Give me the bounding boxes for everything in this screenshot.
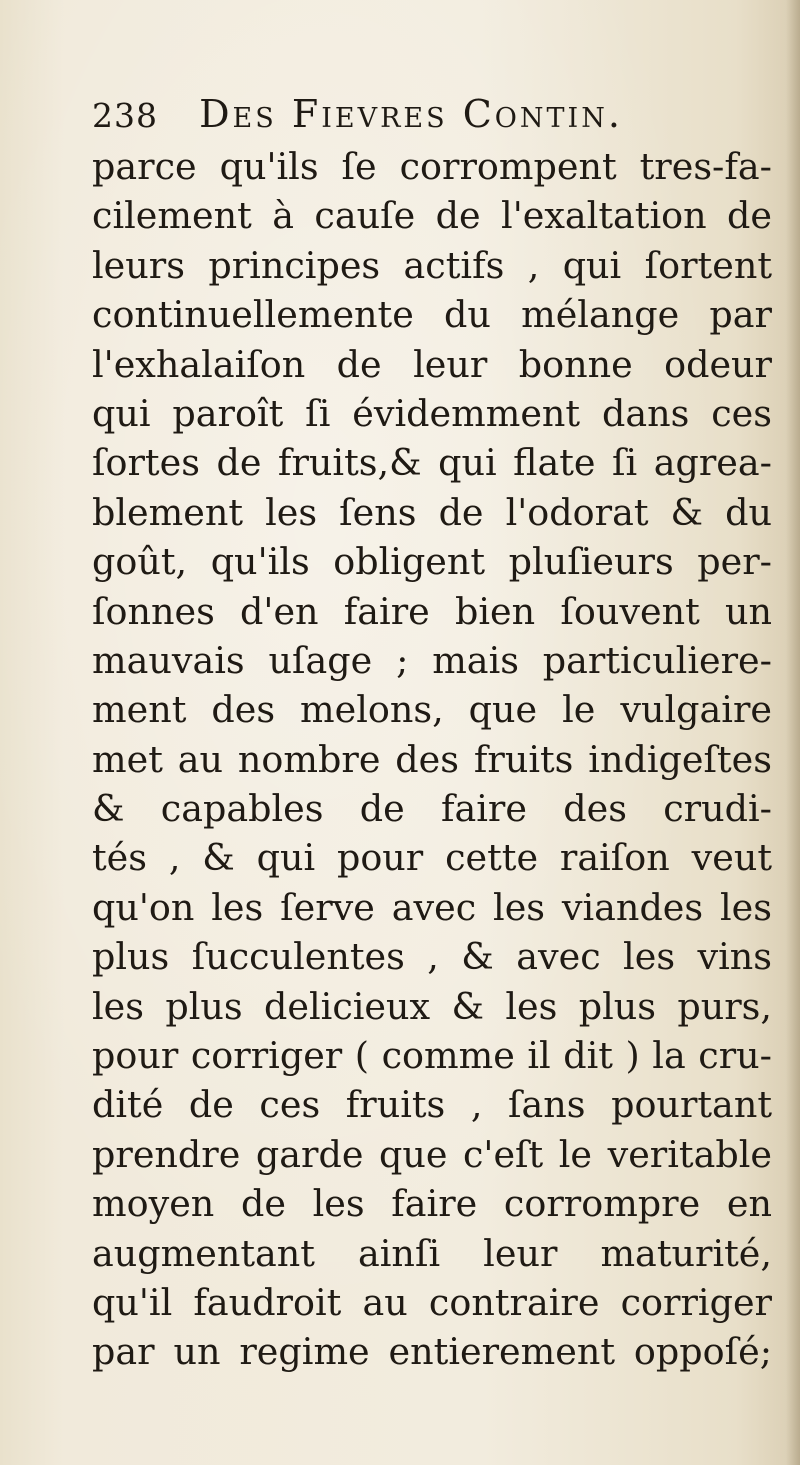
text-line: continuellemente du mélange par	[92, 293, 772, 337]
running-head	[92, 92, 732, 144]
text-line: l'exhalaiſon de leur bonne odeur	[92, 342, 772, 386]
body-text	[92, 142, 772, 1377]
text-line: tés , & qui pour cette raiſon veut	[92, 836, 772, 880]
text-line: moyen de les faire corrompre en	[92, 1182, 772, 1226]
text-line: parce qu'ils ſe corrompent tres-fa-	[92, 145, 772, 188]
text-line: met au nombre des fruits indigeſtes	[92, 737, 772, 781]
text-line: les plus delicieux & les plus purs,	[92, 984, 772, 1028]
text-line: blement les ſens de l'odorat & du	[92, 490, 772, 534]
text-line: qui paroît ſi évidemment dans ces	[92, 391, 772, 435]
text-line: ſortes de fruits,& qui flate ſi agrea-	[92, 441, 772, 485]
text-line: par un regime entierement oppoſé;	[92, 1330, 772, 1374]
text-line: leurs principes actifs , qui ſortent	[92, 243, 772, 287]
text-line: augmentant ainſi leur maturité,	[92, 1231, 772, 1275]
text-line: qu'on les ſerve avec les viandes les	[92, 885, 772, 929]
text-line: ſonnes d'en faire bien ſouvent un	[92, 589, 772, 633]
page-edge-shadow	[786, 0, 800, 1465]
text-line: pour corriger ( comme il dit ) la cru-	[92, 1034, 772, 1078]
text-line: cilement à cauſe de l'exaltation de	[92, 194, 772, 238]
text-line: & capables de faire des crudi-	[92, 787, 772, 831]
page-number: 238	[92, 96, 158, 135]
text-line: prendre garde que c'eſt le veritable	[92, 1132, 772, 1176]
text-line: goût, qu'ils obligent pluſieurs per-	[92, 540, 772, 584]
text-line: ment des melons, que le vulgaire	[92, 688, 772, 732]
text-line: plus ſucculentes , & avec les vins	[92, 935, 772, 979]
text-line: qu'il faudroit au contraire corriger	[92, 1280, 772, 1324]
text-line: dité de ces fruits , ſans pourtant	[92, 1083, 772, 1127]
running-title: Des Fievres Contin.	[199, 92, 623, 136]
text-line: mauvais uſage ; mais particuliere-	[92, 638, 772, 682]
